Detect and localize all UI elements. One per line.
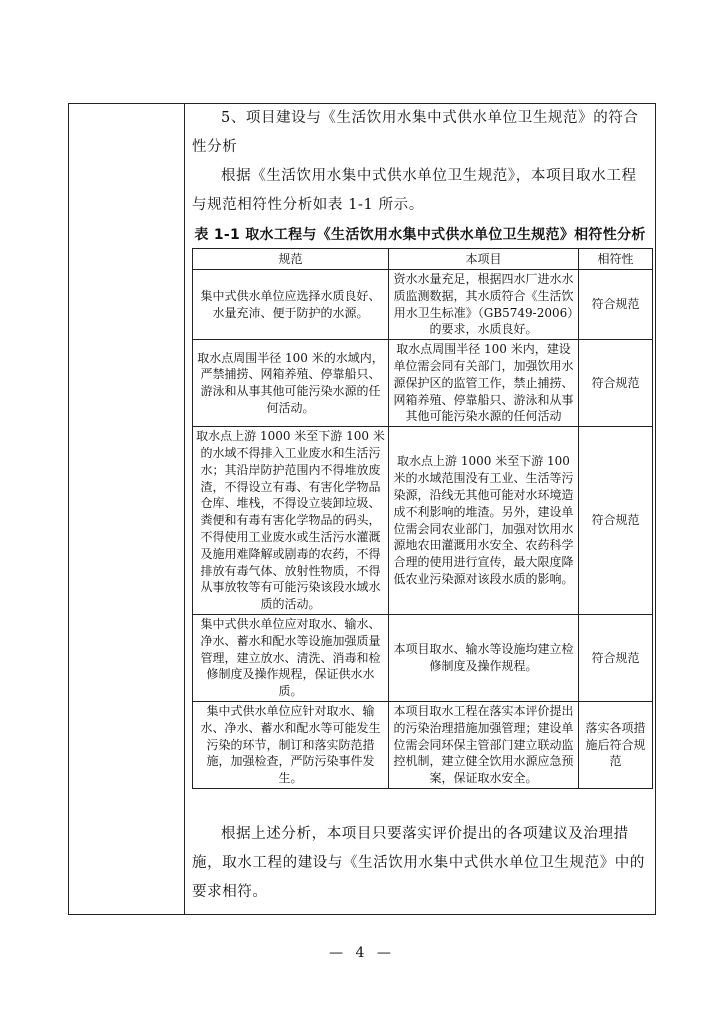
content-cell bbox=[186, 104, 655, 914]
norm-cell: 集中式供水单位应针对取水、输水、净水、蓄水和配水等可能发生污染的环节，制订和落实防范措施，加强检查，严防污染事件发生。 bbox=[193, 701, 389, 788]
table-row bbox=[193, 427, 653, 615]
conformity-cell: 符合规范 bbox=[579, 427, 653, 615]
norm-cell: 集中式供水单位应对取水、输水、净水、蓄水和配水等设施加强质量管理，建立放水、清洗、消毒和检修制度及操作规程，保证供水水质。 bbox=[193, 614, 389, 701]
conformity-table bbox=[192, 248, 653, 789]
closing-paragraph: 根据上述分析，本项目只要落实评价提出的各项建议及治理措施，取水工程的建设与《生活饮用水集中式供水单位卫生规范》中的要求相符。 bbox=[192, 826, 645, 900]
project-cell: 取水点上游 1000 米至下游 100 米的水域范围没有工业、生活等污染源，沿线无其他可能对水环境造成不利影响的堆渣。另外，建设单位需会同农业部门，加强对饮用水源地农田灌溉用水安全、农药科学合理的使用进行宣传，最大限度降低农业污染源对该段水质的影响。 bbox=[389, 427, 579, 615]
project-cell: 取水点周围半径 100 米内，建设单位需会同有关部门，加强饮用水源保护区的监管工作，禁止捕捞、网箱养殖、停靠船只、游泳和从事其他可能污染水源的任何活动 bbox=[389, 340, 579, 427]
table-header-row bbox=[193, 249, 653, 270]
norm-cell: 取水点周围半径 100 米的水域内，严禁捕捞、网箱养殖、停靠船只、游泳和从事其他可能污染水源的任何活动。 bbox=[193, 340, 389, 427]
project-cell: 本项目取水工程在落实本评价提出的污染治理措施加强管理；建设单位需会同环保主管部门建立联动监控机制，建立健全饮用水源应急预案，保证取水安全。 bbox=[389, 701, 579, 788]
header-conformity: 相符性 bbox=[579, 249, 653, 270]
left-label-column bbox=[69, 104, 185, 914]
conformity-cell: 符合规范 bbox=[579, 270, 653, 340]
table-row bbox=[193, 701, 653, 788]
table-row bbox=[193, 614, 653, 701]
table-row bbox=[193, 270, 653, 340]
conformity-cell: 落实各项措施后符合规范 bbox=[579, 701, 653, 788]
table-caption: 表 1-1 取水工程与《生活饮用水集中式供水单位卫生规范》相符性分析 bbox=[194, 227, 646, 243]
form-frame bbox=[68, 103, 656, 915]
page-number: — 4 — bbox=[329, 945, 395, 961]
header-norm: 规范 bbox=[193, 249, 389, 270]
conformity-cell: 符合规范 bbox=[579, 340, 653, 427]
table-row bbox=[193, 340, 653, 427]
norm-cell: 集中式供水单位应选择水质良好、水量充沛、便于防护的水源。 bbox=[193, 270, 389, 340]
project-cell: 本项目取水、输水等设施均建立检修制度及操作规程。 bbox=[389, 614, 579, 701]
section-intro: 根据《生活饮用水集中式供水单位卫生规范》，本项目取水工程与规范相符性分析如表 1-1 所示。 bbox=[192, 168, 637, 213]
norm-cell: 取水点上游 1000 米至下游 100 米的水域不得排入工业废水和生活污水；其沿岸防护范围内不得堆放废渣，不得设立有毒、有害化学物品仓库、堆栈，不得设立装卸垃圾、粪便和有毒有害化学物品的码头，不得使用工业废水或生活污水灌溉及施用难降解或剧毒的农药，不得排放有毒气体、放射性物质，不得从事放牧等有可能污染该段水域水质的活动。 bbox=[193, 427, 389, 615]
header-project: 本项目 bbox=[389, 249, 579, 270]
project-cell: 资水水量充足，根据四水厂进水水质监测数据，其水质符合《生活饮用水卫生标准》（GB5749-2006）的要求，水质良好。 bbox=[389, 270, 579, 340]
section-heading: 5、项目建设与《生活饮用水集中式供水单位卫生规范》的符合性分析 bbox=[192, 110, 639, 155]
conformity-cell: 符合规范 bbox=[579, 614, 653, 701]
